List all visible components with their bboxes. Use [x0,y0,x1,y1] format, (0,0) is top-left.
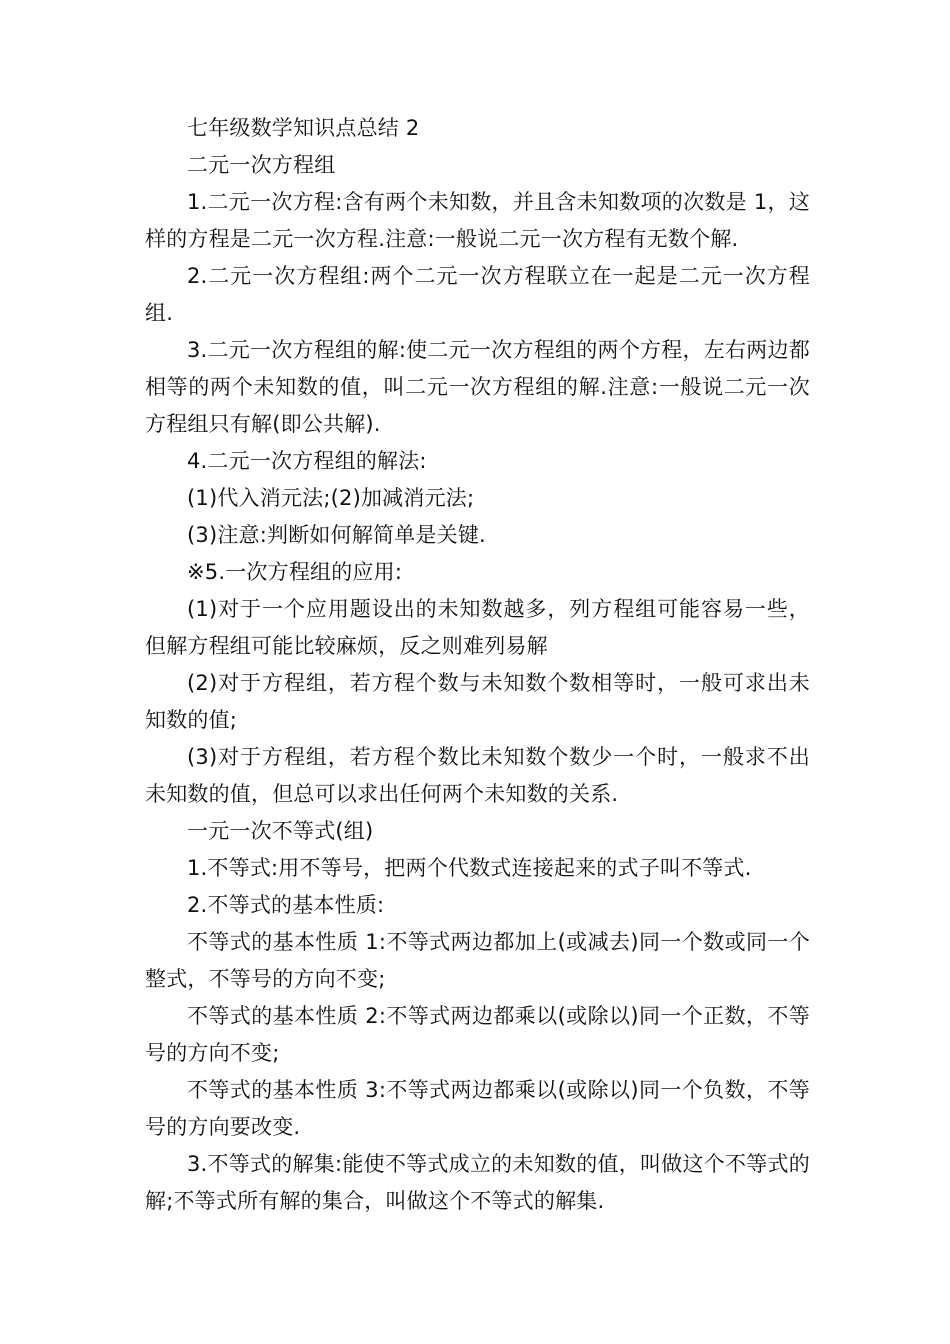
paragraph: (3)对于方程组，若方程个数比未知数个数少一个时，一般求不出未知数的值，但总可以求出任何两个未知数的关系. [145,745,810,806]
paragraph: (3)注意:判断如何解简单是关键. [187,523,486,547]
paragraph: 3.不等式的解集:能使不等式成立的未知数的值，叫做这个不等式的解;不等式所有解的集合，叫做这个不等式的解集. [145,1152,810,1213]
paragraph: 1.二元一次方程:含有两个未知数，并且含未知数项的次数是 1，这样的方程是二元一次方程.注意:一般说二元一次方程有无数个解. [145,190,810,251]
paragraph: 3.二元一次方程组的解:使二元一次方程组的两个方程，左右两边都相等的两个未知数的值，叫二元一次方程组的解.注意:一般说二元一次方程组只有解(即公共解). [145,338,810,436]
paragraph: 不等式的基本性质 2:不等式两边都乘以(或除以)同一个正数，不等号的方向不变; [145,1004,810,1065]
paragraph: 2.二元一次方程组:两个二元一次方程联立在一起是二元一次方程组. [145,264,810,325]
paragraph: (1)代入消元法;(2)加减消元法; [187,486,475,510]
paragraph: 不等式的基本性质 1:不等式两边都加上(或减去)同一个数或同一个整式，不等号的方向不变; [145,930,810,991]
paragraph: 1.不等式:用不等号，把两个代数式连接起来的式子叫不等式. [187,856,752,880]
paragraph: 4.二元一次方程组的解法: [187,449,427,473]
paragraph: 不等式的基本性质 3:不等式两边都乘以(或除以)同一个负数，不等号的方向要改变. [145,1078,810,1139]
doc-title: 七年级数学知识点总结 2 [187,116,420,140]
document-page [145,110,810,1220]
section-heading-inequalities: 一元一次不等式(组) [187,819,374,843]
paragraph: 2.不等式的基本性质: [187,893,385,917]
paragraph: (1)对于一个应用题设出的未知数越多，列方程组可能容易一些，但解方程组可能比较麻烦，反之则难列易解 [145,597,810,658]
section-heading-linear-equations: 二元一次方程组 [187,153,336,177]
paragraph: ※5.一次方程组的应用: [187,560,403,584]
paragraph: (2)对于方程组，若方程个数与未知数个数相等时，一般可求出未知数的值; [145,671,810,732]
